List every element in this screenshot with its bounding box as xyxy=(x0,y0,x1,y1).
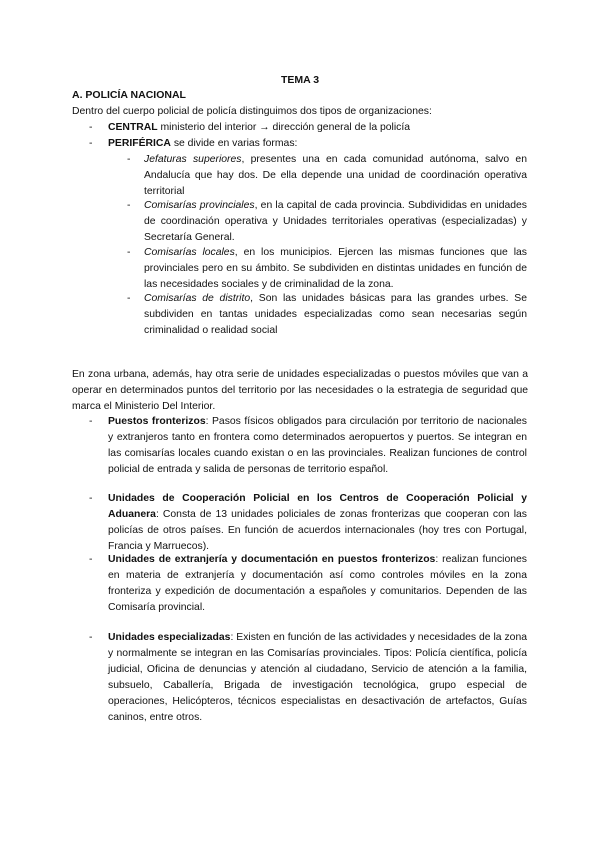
central-text: ministerio del interior → dirección general de la policía xyxy=(157,122,411,133)
sub-item-text: , presentes una en cada comunidad autónoma, salvo en Andalucía que hay dos. De ella depende una unidad de coordinación operativa territorial xyxy=(144,154,527,197)
bullet-dash: - xyxy=(89,122,93,133)
sub-item-label: Comisarías locales xyxy=(144,247,235,258)
section-heading: A. POLICÍA NACIONAL xyxy=(72,89,186,101)
unit-text: : realizan funciones en materia de extranjería y documentación así como controles móviles en la zona fronteriza y expedición de documentación a españoles y comunitarios. Dependen de las Comisaría provincial. xyxy=(108,554,527,613)
sub-item-label: Comisarías provinciales xyxy=(144,200,255,211)
central-label: CENTRAL xyxy=(108,122,158,133)
unit-label: Unidades de Cooperación Policial en los Centros de Cooperación Policial y Aduanera xyxy=(108,493,527,520)
bullet-dash: - xyxy=(127,293,131,304)
sub-item-label: Jefaturas superiores xyxy=(144,154,242,165)
unit-especializadas xyxy=(89,630,527,725)
unit-text: : Consta de 13 unidades policiales de zonas fronterizas que cooperan con las policías de otros países. En función de acuerdos internacionales (hoy tres con Portugal, Francia y Marruecos). xyxy=(108,508,527,552)
bullet-dash: - xyxy=(89,554,93,565)
periferica-label: PERIFÉRICA xyxy=(108,138,171,149)
zona-urbana-paragraph: En zona urbana, además, hay otra serie de unidades especializadas o puestos móviles que van a operar en determinados puntos del territorio por las necesidades o la estrategia de seguridad que marca el Ministerio Del Interior. xyxy=(72,369,528,412)
sub-item-locales xyxy=(127,245,527,293)
unit-extranjeria xyxy=(89,552,527,616)
bullet-dash: - xyxy=(89,138,93,149)
sub-item-text: , en los municipios. Ejercen las mismas funciones que las provinciales pero en su ámbito. Se subdividen en distintas unidades en función de las necesidades sociales y de criminalidad de la zona. xyxy=(144,247,527,290)
unit-puestos-fronterizos xyxy=(89,414,527,478)
sub-item-text: , Son las unidades básicas para las grandes urbes. Se subdividen en tantas unidades especializadas como sean necesarias según criminalidad o realidad social xyxy=(144,293,528,336)
unit-text: : Pasos físicos obligados para circulación por territorio de nacionales y extranjeros tanto en frontera como determinados aeropuertos y puertos. Se integran en las comisarías locales cuando existan o en las provinciales. Realizan funciones de control policial de entrada y salida de personas de territorio español. xyxy=(108,416,527,475)
unit-text: : Existen en función de las actividades y necesidades de la zona y normalmente se integran en las Comisarías provinciales. Tipos: Policía científica, policía judicial, Oficina de denuncias y atención al ciudadano, Servicio de atención a la familia, subsuelo, Caballería, Brigada de investigación tecnológica, grupo especial de operaciones, Helicópteros, técnicos especialistas en desactivación de artefactos, Guías caninos, entre otros. xyxy=(108,632,528,723)
title-text: TEMA 3 xyxy=(280,74,320,86)
bullet-dash: - xyxy=(127,247,131,258)
bullet-dash: - xyxy=(89,416,93,427)
list-item-central xyxy=(89,120,529,136)
bullet-dash: - xyxy=(89,632,93,643)
unit-label: Unidades de extranjería y documentación en puestos fronterizos xyxy=(108,554,436,565)
document-title xyxy=(0,73,600,87)
unit-cooperacion-policial xyxy=(89,491,527,555)
sub-item-distrito xyxy=(127,291,527,339)
bullet-dash: - xyxy=(89,493,93,504)
bullet-dash: - xyxy=(127,154,131,165)
sub-item-text: , en la capital de cada provincia. Subdivididas en unidades de coordinación operativa y Unidades territoriales operativas (especializadas) y Secretaría General. xyxy=(144,200,527,243)
unit-label: Unidades especializadas xyxy=(108,632,231,643)
intro-paragraph: Dentro del cuerpo policial de policía distinguimos dos tipos de organizaciones: xyxy=(72,106,432,117)
sub-item-provinciales xyxy=(127,198,527,246)
sub-item-label: Comisarías de distrito xyxy=(144,293,251,304)
sub-item-jefaturas xyxy=(127,152,527,200)
list-item-periferica xyxy=(89,136,529,152)
bullet-dash: - xyxy=(127,200,131,211)
unit-label: Puestos fronterizos xyxy=(108,416,206,427)
periferica-text: se divide en varias formas: xyxy=(170,138,298,149)
